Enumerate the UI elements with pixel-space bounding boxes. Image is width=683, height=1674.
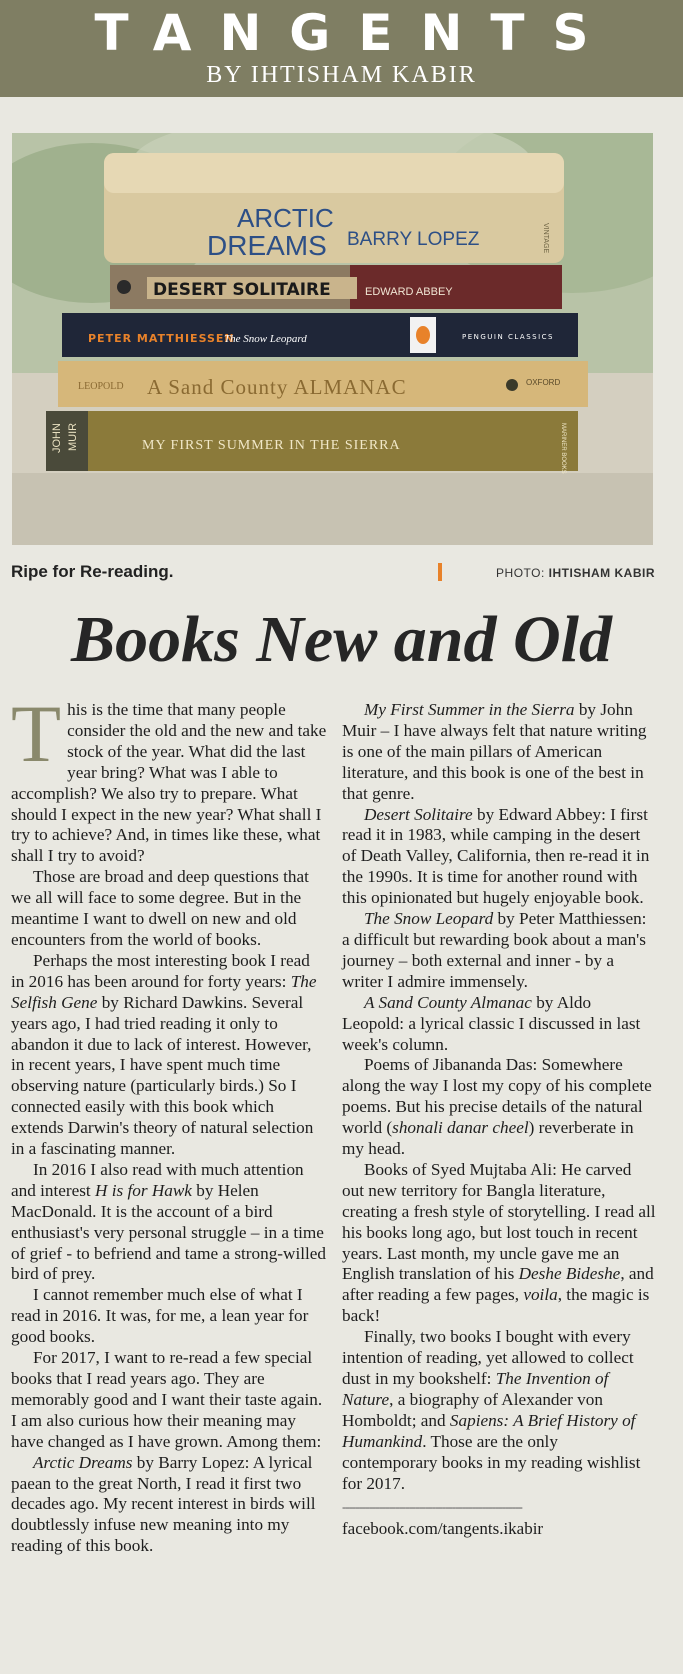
sierra-author-line2: MUIR xyxy=(67,422,79,451)
article-paragraph: For 2017, I want to re-read a few special books that I read years ago. They are memorably good and I want their taste again. I am also curious how their meaning may have changed as I have grown. Among them: xyxy=(11,1348,323,1451)
facebook-link[interactable]: facebook.com/tangents.ikabir xyxy=(342,1519,544,1539)
photo-credit-name: IHTISHAM KABIR xyxy=(548,566,655,580)
column-byline: BY IHTISHAM KABIR xyxy=(206,62,477,88)
book-snow-leopard xyxy=(62,313,578,357)
article-paragraph: Those are broad and deep questions that we all will face to some degree. But in the meantime I want to dwell on new and old encounters from the world of books. xyxy=(11,867,309,949)
arctic-title-line1: ARCTIC xyxy=(237,203,334,233)
paragraph-text: by Richard Dawkins. Several years ago, I had tried reading it only to abandon it due to lack of interest. However, in recent years, I have spent much time observing nature (particularly birds.) So I connected easily with this book which extends Darwin's theory of natural selection in a fascinating manner. xyxy=(11,992,314,1159)
photo-credit xyxy=(496,566,655,580)
article-paragraph xyxy=(342,1327,656,1494)
snow-author: PETER MATTHIESSEN xyxy=(88,332,235,345)
paragraph-text: Perhaps the most interesting book I read in 2016 has been around for forty years: xyxy=(11,950,310,991)
book-first-summer-sierra xyxy=(46,411,578,474)
paragraph-text: ) reverberate in my head. xyxy=(342,1118,634,1159)
article-paragraph: I cannot remember much else of what I read in 2016. It was, for me, a lean year for good books. xyxy=(11,1285,309,1347)
paragraph-text: , the magic is back! xyxy=(342,1285,650,1326)
book-arctic-dreams xyxy=(104,153,564,263)
sierra-publisher: MARINER BOOKS xyxy=(560,423,566,474)
book-title: Sapiens: A Brief History of Humankind xyxy=(342,1410,636,1451)
book-title: A Sand County Almanac xyxy=(364,992,532,1012)
book-title: H is for Hawk xyxy=(95,1180,192,1200)
paragraph-text: In 2016 I also read with much attention and interest xyxy=(11,1159,304,1200)
railing xyxy=(12,473,653,545)
book-title: The Invention of Nature xyxy=(342,1369,609,1409)
paragraph-text: by Edward Abbey: I first read it in 1983, while camping in the desert of Death Valley, California, then re-read it in the 1990s. It is time for another round with this opinionated but hugely enjoyable book. xyxy=(342,804,650,908)
sierra-title: MY FIRST SUMMER IN THE SIERRA xyxy=(142,438,401,453)
caption-accent-bar xyxy=(438,563,442,581)
sand-author: LEOPOLD xyxy=(78,381,124,392)
paragraph-text: Books of Syed Mujtaba Ali: He carved out new territory for Bangla literature, creating a fresh style of storytelling. I read all his books long ago, but lost touch in recent years. Last month, my uncle gave me an English translation of his xyxy=(342,1159,656,1284)
paragraph-text: by Aldo Leopold: a lyrical classic I discussed in last week's column. xyxy=(342,992,641,1054)
article-paragraph xyxy=(342,805,656,910)
article-paragraph xyxy=(342,909,656,993)
desert-title: DESERT SOLITAIRE xyxy=(153,280,331,300)
caption-text: Ripe for Re-reading. xyxy=(11,562,174,581)
book-title: The Snow Leopard xyxy=(364,909,494,929)
article-paragraph xyxy=(342,1160,656,1327)
paragraph-text: by John Muir – I have always felt that nature writing is one of the main pillars of American literature, and this book is one of the best in that genre. xyxy=(342,700,647,803)
article-divider: ------------------------------------------------------ xyxy=(342,1500,522,1515)
arctic-title-line2: DREAMS xyxy=(207,230,327,261)
paragraph-text: Finally, two books I bought with every intention of reading, yet allowed to collect dust in my bookshelf: xyxy=(342,1327,634,1388)
desert-author: EDWARD ABBEY xyxy=(365,286,453,298)
book-title: Arctic Dreams xyxy=(33,1452,133,1472)
paragraph-text: by Helen MacDonald. It is the account of a bird enthusiast's very personal struggle – in a time of grief - to befriend and tame a strong-willed bird of prey. xyxy=(11,1180,326,1284)
article-paragraph xyxy=(342,1055,656,1160)
arctic-spine-mark: VINTAGE xyxy=(542,223,549,254)
paragraph-text: . Those are the only contemporary books in my reading wishlist for 2017. xyxy=(342,1431,641,1493)
book-title: My First Summer in the Sierra xyxy=(364,700,575,719)
book-sand-county-almanac xyxy=(58,361,588,407)
column-banner xyxy=(0,0,683,97)
book-stack-illustration xyxy=(12,133,653,545)
sierra-author-line1: JOHN xyxy=(51,423,63,453)
article-column-right xyxy=(342,700,656,1540)
column-title: TANGENTS xyxy=(94,4,617,62)
book-desert-solitaire xyxy=(110,265,562,309)
arctic-author: BARRY LOPEZ xyxy=(347,229,480,250)
article-column-left xyxy=(11,688,327,1557)
article-paragraph xyxy=(342,700,656,805)
book-title: The Selfish Gene xyxy=(11,971,317,1012)
book-title: shonali danar cheel xyxy=(392,1118,529,1138)
article-paragraph xyxy=(11,688,327,867)
photo-caption xyxy=(11,560,655,586)
drop-cap: T xyxy=(11,688,62,779)
article-headline: Books New and Old xyxy=(71,603,612,676)
photo-credit-label: PHOTO: xyxy=(496,566,549,580)
paragraph-text: Poems of Jibananda Das: Somewhere along the way I lost my copy of his complete poems. But his precise details of the natural world ( xyxy=(342,1055,652,1138)
sand-title: A Sand County ALMANAC xyxy=(147,375,407,399)
paragraph-text: by Barry Lopez: A lyrical paean to the great North, I read it first two decades ago. My recent interest in birds will doubtlessly infuse new meaning into my reading of this book. xyxy=(11,1452,316,1556)
paragraph-text: his is the time that many people consider the old and the new and take stock of the year. What did the last year bring? What was I able to accomplish? We also try to prepare. What should I expect in the new year? What shall I try to achieve? And, in times like these, what shall I try to avoid? xyxy=(11,700,327,866)
book-title: Desert Solitaire xyxy=(364,804,473,824)
article-paragraph xyxy=(342,993,656,1056)
article-paragraph xyxy=(11,1160,327,1285)
paragraph-text: by Peter Matthiessen: a difficult but rewarding book about a man's journey – both external and inner - by a writer I admire immensely. xyxy=(342,909,647,991)
book-title: Deshe Bideshe xyxy=(518,1264,621,1284)
snow-title: The Snow Leopard xyxy=(224,333,307,345)
article-paragraph xyxy=(11,951,327,1160)
italic-word: voila xyxy=(523,1285,558,1305)
book-stack-photo xyxy=(12,133,653,545)
article-paragraph xyxy=(11,1453,327,1558)
snow-publisher: PENGUIN CLASSICS xyxy=(462,333,554,341)
sand-publisher: OXFORD xyxy=(526,378,561,387)
paragraph-text: , and after reading a few pages, xyxy=(342,1264,654,1305)
paragraph-text: , a biography of Alexander von Homboldt; and xyxy=(342,1389,603,1430)
